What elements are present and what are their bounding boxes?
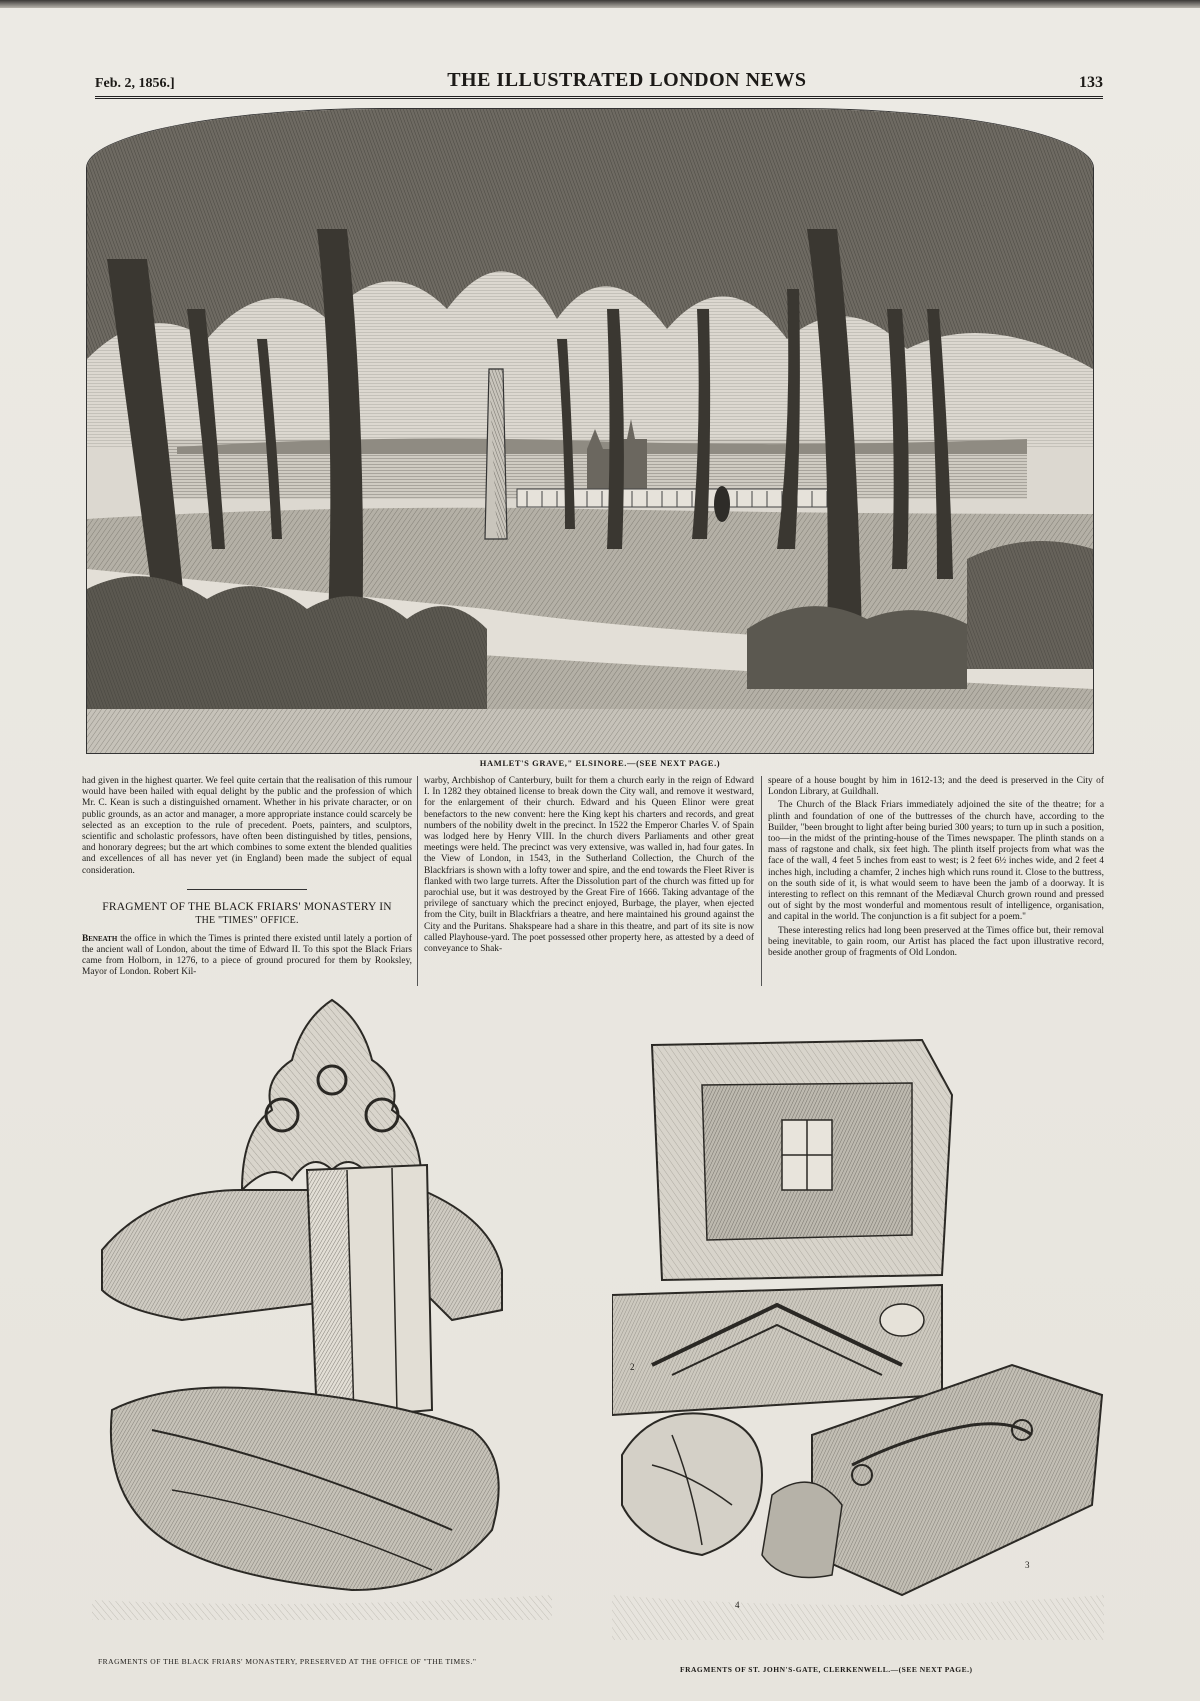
figure-number-4: 4 xyxy=(735,1600,740,1610)
black-friars-fragments-illustration xyxy=(92,990,552,1620)
figure-number-3: 3 xyxy=(1025,1560,1030,1570)
column-rule xyxy=(417,776,418,986)
column-rule xyxy=(761,776,762,986)
st-johns-gate-fragments-caption: FRAGMENTS OF ST. JOHN'S-GATE, CLERKENWELL.—(SEE NEXT PAGE.) xyxy=(680,1665,973,1674)
text-column-3 xyxy=(768,776,1104,961)
article-heading-line2: THE "TIMES" OFFICE. xyxy=(195,914,299,926)
text-column-2 xyxy=(424,776,754,957)
column3-paragraph-1: speare of a house bought by him in 1612-13; and the deed is preserved in the City of London Library, at Guildhall. xyxy=(768,776,1104,798)
article-heading-line1: FRAGMENT OF THE BLACK FRIARS' MONASTERY IN xyxy=(102,900,392,913)
hamlets-grave-illustration xyxy=(87,109,1093,753)
article-opening-paragraph xyxy=(82,934,412,979)
column3-paragraph-2: The Church of the Black Friars immediately adjoined the site of the theatre; for a plinth and foundation of one of the buttresses of the church have, according to the Builder, "been brought to light after being buried 300 years; to turn up in such a position, too—in the midst of the printing-house of the Times newspaper. The plinth stands on a mass of ragstone and chalk, six feet high. The plinth itself projects from what was the face of the wall, 4 feet 5 inches from east to west; is 2 feet 6½ inches wide, and 2 feet 4 inches high, including a chamfer, 2 inches high which runs round it. Close to the buttress, on the south side of it, is what would seem to have been the jamb of a doorway. It is interesting to reflect on this remnant of the Mediæval Church grown round and pressed out of sight by the most wonderful and momentous result of intelligence, organisation, and capital in the world. The conjunction is a fit subject for a poem." xyxy=(768,800,1104,923)
section-divider xyxy=(187,889,307,890)
black-friars-fragments-drawing xyxy=(92,990,552,1620)
column3-paragraph-3: These interesting relics had long been preserved at the Times office but, their removal being inevitable, to gain room, our Artist has placed the fact upon illustrative record, beside another group of fragments of Old London. xyxy=(768,925,1104,959)
st-johns-gate-fragments-drawing xyxy=(612,1035,1104,1640)
article-heading xyxy=(82,900,412,928)
page-top-edge xyxy=(0,0,1200,8)
page-number: 133 xyxy=(1078,74,1103,91)
page-header xyxy=(95,66,1103,99)
column1-paragraph: had given in the highest quarter. We feel quite certain that the realisation of this rumour would have been hailed with equal delight by the public and the profession of which Mr. C. Kean is such a distinguished ornament. Whether in his private character, or on public grounds, as an actor and manager, a more appropriate instance could scarcely be selected as an exception to the rule of precedent. Poets, painters, and sculptors, scientific and scholastic professors, have often been distinguished by titles, pensions, and honorary degrees; but the art which combines to some extent the blended qualities and excellences of all has never yet (in England) been made the subject of equal consideration. xyxy=(82,776,412,876)
text-column-1 xyxy=(82,776,412,981)
hamlets-grave-engraving xyxy=(86,108,1094,754)
column2-paragraph: warby, Archbishop of Canterbury, built for them a church early in the reign of Edward I. In 1282 they obtained license to break down the City wall, and remove it westward, for the enlargement of their church. Edward and his Queen Elinor were great benefactors to the new convent: here the King kept his charters and records, and great numbers of the nobility dwelt in the precinct. In 1522 the Emperor Charles V. of Spain was lodged here by Henry VIII. In the church divers Parliaments and other great meetings were held. The precinct was very extensive, was walled in, had four gates. In the View of London, in 1543, in the Sutherland Collection, the Church of the Blackfriars is shown with a lofty tower and spire, and the end towards the Fleet River is flanked with two large turrets. After the Dissolution part of the church was fitted up for parochial use, but it was destroyed by the Great Fire of 1666. Taking advantage of the privilege of sanctuary which the precinct enjoyed, Burbage, the player, when ejected from the City, built in Blackfriars a theatre, and here maintained his ground against the City and the Puritans. Shakspeare had a share in this theatre, and part of its site is now called Playhouse-yard. The poet possessed other property here, as attested by a deed of conveyance to Shak- xyxy=(424,776,754,955)
engraving-caption: HAMLET'S GRAVE," ELSINORE.—(SEE NEXT PAGE.) xyxy=(479,758,721,768)
issue-date: Feb. 2, 1856.] xyxy=(95,76,175,91)
black-friars-fragments-caption: FRAGMENTS OF THE BLACK FRIARS' MONASTERY, PRESERVED AT THE OFFICE OF "THE TIMES." xyxy=(98,1657,477,1666)
article-opening-text: the office in which the Times is printed there existed until lately a portion of the ancient wall of London, about the time of Edward II. To this spot the Black Friars came from Holborn, in 1276, to a piece of ground procured for them by Rooksley, Mayor of London. Robert Kil- xyxy=(82,933,412,978)
st-johns-gate-fragments-illustration xyxy=(612,1035,1104,1640)
figure-number-2: 2 xyxy=(630,1362,635,1372)
publication-title: THE ILLUSTRATED LONDON NEWS xyxy=(447,69,807,91)
dropcap-word: Beneath xyxy=(82,933,118,944)
